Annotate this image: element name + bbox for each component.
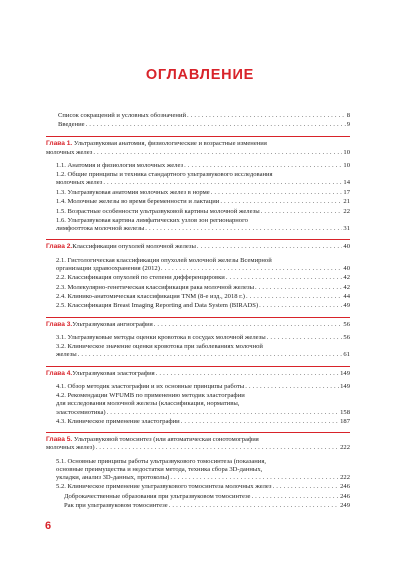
toc-section[interactable] xyxy=(46,198,350,206)
section-title: Рак при ультразвуковом томосинтезе xyxy=(64,502,168,510)
chapter-block xyxy=(46,136,350,233)
toc-section[interactable] xyxy=(46,171,350,187)
toc-section[interactable] xyxy=(46,383,350,391)
toc-section[interactable] xyxy=(46,502,350,510)
toc-section[interactable] xyxy=(46,334,350,342)
leader-dots xyxy=(187,112,346,120)
leader-dots xyxy=(273,483,340,491)
leader-dots xyxy=(197,243,342,251)
section-title: 2.4. Клинико-анатомическая классификация TNM (8-е изд., 2018 г.) xyxy=(56,292,245,300)
section-title: 3.2. Клиническое значение оценки кровотока при заболеваниях молочной xyxy=(56,343,263,351)
section-page: 149 xyxy=(340,382,350,390)
section-title: лимфооттока молочной железы xyxy=(56,225,145,233)
chapter-label: Глава 1. xyxy=(46,140,73,148)
leader-dots xyxy=(96,444,340,452)
chapter-heading[interactable] xyxy=(46,140,350,156)
page-title: ОГЛАВЛЕНИЕ xyxy=(145,67,255,83)
toc-entry-abbreviations[interactable] xyxy=(58,112,350,120)
chapter-block xyxy=(46,239,350,310)
section-page: 21 xyxy=(343,198,350,206)
chapter-heading[interactable] xyxy=(46,321,350,329)
section-title: 2.1. Гистологическая классификация опухолей молочной железы Всемирной xyxy=(56,256,272,264)
section-page: 246 xyxy=(340,492,350,500)
section-page: 246 xyxy=(340,483,350,491)
toc-section[interactable] xyxy=(46,293,350,301)
chapter-page: 149 xyxy=(340,369,350,377)
section-title: укладки, анализ 3D-данных, протоколы) xyxy=(56,473,170,481)
chapter-page: 40 xyxy=(343,243,350,251)
toc-section[interactable] xyxy=(46,274,350,282)
chapter-title: молочных желез) xyxy=(46,444,95,452)
section-title: 4.3. Клиническое применение эластографии xyxy=(56,417,180,425)
leader-dots xyxy=(156,370,339,378)
chapter-heading[interactable] xyxy=(46,370,350,378)
leader-dots xyxy=(170,474,339,482)
section-title: 2.3. Молекулярно-генетическая классификация рака молочной железы xyxy=(56,283,254,291)
chapter-title: Ультразвуковая эластография xyxy=(72,369,155,377)
leader-dots xyxy=(93,149,342,157)
leader-dots xyxy=(169,502,339,510)
toc-section[interactable] xyxy=(46,493,350,501)
chapter-page: 222 xyxy=(340,444,350,452)
leader-dots xyxy=(86,121,346,129)
section-title: 2.2. Классификация опухолей по степени дифференцировки xyxy=(56,274,225,282)
chapter-title: Ультразвуковая анатомия, физиологические и возрастные изменения xyxy=(73,140,267,148)
chapter-label: Глава 4. xyxy=(46,369,73,377)
chapter-heading[interactable] xyxy=(46,243,350,251)
leader-dots xyxy=(154,321,343,329)
leader-dots xyxy=(251,493,339,501)
section-title: организации здравоохранения (2012) xyxy=(56,264,160,272)
section-page: 56 xyxy=(343,333,350,341)
chapter-label: Глава 3. xyxy=(46,320,73,328)
leader-dots xyxy=(181,418,339,426)
toc-section[interactable] xyxy=(46,418,350,426)
section-page: 49 xyxy=(343,302,350,310)
section-title: 1.4. Молочные железы во время беременности и лактации xyxy=(56,198,220,206)
section-page: 14 xyxy=(343,179,350,187)
section-title: 1.5. Возрастные особенности ультразвуковой картины молочной железы xyxy=(56,207,260,215)
leader-dots xyxy=(246,293,342,301)
section-title: для исследования молочной железы (классификация, нормативы, xyxy=(56,400,240,408)
toc-section[interactable] xyxy=(46,483,350,491)
section-title: эластосемиотика) xyxy=(56,408,106,416)
section-page: 42 xyxy=(343,283,350,291)
section-page: 31 xyxy=(343,225,350,233)
toc-section[interactable] xyxy=(46,284,350,292)
table-of-contents xyxy=(46,112,350,512)
section-title: 1.3. Ультразвуковая анатомия молочных желез в норме xyxy=(56,188,210,196)
section-page: 44 xyxy=(343,292,350,300)
toc-section[interactable] xyxy=(46,302,350,310)
chapters-list xyxy=(46,136,350,510)
leader-dots xyxy=(78,351,343,359)
section-title: 4.1. Обзор методик эластографии и их основные принципы работы xyxy=(56,382,245,390)
chapter-label: Глава 2. xyxy=(46,243,73,251)
chapter-title: Классификации опухолей молочной железы xyxy=(72,243,196,251)
chapter-page: 56 xyxy=(343,320,350,328)
front-matter xyxy=(46,112,350,129)
section-page: 42 xyxy=(343,274,350,282)
section-page: 187 xyxy=(340,417,350,425)
toc-section[interactable] xyxy=(46,343,350,359)
section-title: железы xyxy=(56,351,77,359)
section-title: 1.1. Анатомия и физиология молочных желез xyxy=(56,161,184,169)
leader-dots xyxy=(261,208,343,216)
leader-dots xyxy=(145,225,342,233)
chapter-heading[interactable] xyxy=(46,436,350,452)
section-title: 3.1. Ультразвуковые методы оценки кровотока в сосудах молочной железы xyxy=(56,333,266,341)
leader-dots xyxy=(267,334,343,342)
leader-dots xyxy=(161,265,343,273)
toc-section[interactable] xyxy=(46,162,350,170)
toc-entry-page: 9 xyxy=(346,121,350,129)
chapter-page: 10 xyxy=(343,148,350,156)
leader-dots xyxy=(226,274,343,282)
toc-entry-page: 8 xyxy=(346,112,350,119)
section-page: 158 xyxy=(340,408,350,416)
toc-section[interactable] xyxy=(46,392,350,417)
section-title: молочных желез xyxy=(56,179,103,187)
section-title: основные преимущества и недостатки метода, техника сбора 3D-данных, xyxy=(56,465,263,473)
toc-entry-introduction[interactable] xyxy=(58,121,350,129)
toc-section[interactable] xyxy=(46,208,350,216)
section-title: 5.2. Клиническое применение ультразвукового томосинтеза молочных желез xyxy=(56,483,272,491)
leader-dots xyxy=(211,189,343,197)
chapter-title: молочных желез xyxy=(46,148,93,156)
leader-dots xyxy=(107,409,340,417)
section-page: 61 xyxy=(343,351,350,359)
toc-section[interactable] xyxy=(46,458,350,483)
leader-dots xyxy=(255,284,342,292)
leader-dots xyxy=(220,198,342,206)
toc-section[interactable] xyxy=(46,257,350,273)
chapter-title: Ультразвуковая ангиография xyxy=(72,320,153,328)
chapter-block xyxy=(46,366,350,427)
section-title: 1.6. Ультразвуковая картина лимфатических узлов зон регионарного xyxy=(56,216,248,224)
section-page: 10 xyxy=(343,161,350,169)
section-title: 5.1. Основные принципы работы ультразвукового томосинтеза (показания, xyxy=(56,457,267,465)
leader-dots xyxy=(184,162,342,170)
section-page: 249 xyxy=(340,502,350,510)
chapter-block xyxy=(46,432,350,510)
section-page: 222 xyxy=(340,473,350,481)
section-title: 2.5. Классификация Breast Imaging Reporting and Data System (BIRADS) xyxy=(56,302,259,310)
chapter-block xyxy=(46,317,350,360)
toc-entry-text: Список сокращений и условных обозначений xyxy=(58,112,186,119)
page-number: 6 xyxy=(45,520,52,532)
leader-dots xyxy=(103,179,342,187)
section-page: 22 xyxy=(343,207,350,215)
leader-dots xyxy=(245,383,339,391)
toc-entry-text: Введение xyxy=(58,121,85,129)
chapter-title: Ультразвуковой томосинтез (или автоматическая сонотомография xyxy=(73,436,259,444)
section-page: 17 xyxy=(343,188,350,196)
section-title: Доброкачественные образования при ультразвуковом томосинтезе xyxy=(64,492,251,500)
toc-section[interactable] xyxy=(46,217,350,233)
section-title: 4.2. Рекомендации WFUMB по применению методик эластографии xyxy=(56,392,245,400)
chapter-label: Глава 5. xyxy=(46,436,73,444)
section-title: 1.2. Общие принципы и техника стандартного ультразвукового исследования xyxy=(56,171,273,179)
leader-dots xyxy=(259,302,342,310)
section-page: 40 xyxy=(343,264,350,272)
toc-section[interactable] xyxy=(46,189,350,197)
